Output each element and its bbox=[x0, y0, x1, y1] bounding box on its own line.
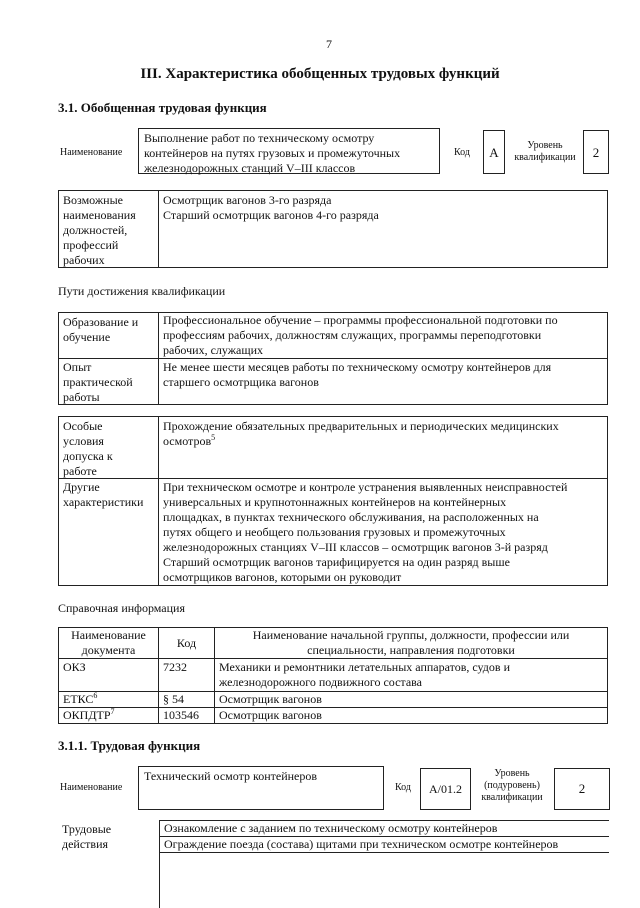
positions-label: Возможные наименования должностей, профессий рабочих bbox=[63, 193, 136, 267]
special-conditions-label: Особые условия допуска к работе bbox=[63, 419, 113, 478]
action-item: Ограждение поезда (состава) щитами при техническом осмотре контейнеров bbox=[164, 837, 559, 851]
tf-level-label: Уровень (подуровень) квалификации bbox=[481, 768, 543, 803]
other-characteristics-value: При техническом осмотре и контроле устранения выявленных неисправностей универсальных и крупнотоннажных контейнеров на контейнерных площадках, в пунктах технического обслуживания, на расположенных на путях общего и необщего пользования грузовых и промежуточных железнодорожных станциях V–III классов – осмотрщик вагонов 3-й разряд Старший осмотрщик вагонов тарифицируется на один разряд выше осмотрщиков вагонов, которыми он руководит bbox=[163, 480, 568, 584]
gtf-heading: 3.1. Обобщенная трудовая функция bbox=[58, 100, 267, 115]
positions-table bbox=[58, 190, 608, 268]
position-item: Осмотрщик вагонов 3-го разряда bbox=[163, 193, 332, 207]
tf-code-box bbox=[420, 768, 471, 810]
section-title: III. Характеристика обобщенных трудовых функций bbox=[140, 66, 500, 82]
gtf-code-label: Код bbox=[454, 147, 470, 158]
gtf-name-line: железнодорожных станций V–III классов bbox=[144, 161, 356, 175]
gtf-name-label: Наименование bbox=[60, 147, 123, 158]
page-number: 7 bbox=[326, 37, 332, 51]
footnote-ref: 5 bbox=[211, 433, 216, 442]
tf-name-label: Наименование bbox=[60, 782, 123, 793]
ref-row-doc: ОКПДТР$^7$ bbox=[63, 708, 115, 722]
reference-heading: Справочная информация bbox=[58, 601, 185, 615]
special-conditions-value: Прохождение обязательных предварительных и периодических медицинских осмотров$^5$ bbox=[163, 419, 559, 448]
experience-label: Опыт практической работы bbox=[63, 360, 133, 404]
ref-col-document: Наименование документа bbox=[71, 628, 146, 657]
conditions-table bbox=[58, 416, 608, 586]
gtf-code-value: А bbox=[489, 145, 499, 160]
ref-col-code: Код bbox=[176, 636, 197, 650]
tf-name-box bbox=[138, 766, 384, 810]
ref-row-code: 7232 bbox=[163, 660, 187, 674]
ref-row-code: § 54 bbox=[163, 692, 184, 706]
tf-level-value: 2 bbox=[578, 781, 586, 796]
position-item: Старший осмотрщик вагонов 4-го разряда bbox=[163, 208, 379, 222]
gtf-level-value: 2 bbox=[592, 145, 600, 160]
ref-row-name: Осмотрщик вагонов bbox=[219, 692, 322, 706]
tf-code-value: А/01.2 bbox=[429, 782, 462, 796]
ref-row-name: Осмотрщик вагонов bbox=[219, 708, 322, 722]
gtf-name-box bbox=[138, 128, 440, 174]
actions-label: Трудовые действия bbox=[62, 822, 112, 851]
qual-paths-table bbox=[58, 312, 608, 405]
gtf-level-box bbox=[583, 130, 609, 174]
gtf-name-line: контейнеров на путях грузовых и промежуточных bbox=[144, 146, 401, 160]
ref-row-doc: ЕТКС$^6$ bbox=[63, 692, 98, 706]
reference-table bbox=[58, 627, 608, 724]
ref-row-name: Механики и ремонтники летательных аппаратов, судов и железнодорожного подвижного состава bbox=[219, 660, 510, 689]
ref-col-name: Наименование начальной группы, должности, профессии или специальности, направления подготовки bbox=[252, 628, 570, 657]
education-label: Образование и обучение bbox=[63, 315, 139, 344]
tf-level-box bbox=[554, 768, 610, 810]
tf-heading: 3.1.1. Трудовая функция bbox=[58, 738, 201, 753]
action-item: Ознакомление с заданием по техническому осмотру контейнеров bbox=[164, 821, 498, 835]
ref-row-code: 103546 bbox=[163, 708, 199, 722]
tf-code-label: Код bbox=[395, 782, 411, 793]
experience-value: Не менее шести месяцев работы по техническому осмотру контейнеров для старшего осмотрщика вагонов bbox=[163, 360, 552, 389]
other-characteristics-label: Другие характеристики bbox=[63, 480, 144, 509]
gtf-name-line: Выполнение работ по техническому осмотру bbox=[144, 131, 375, 145]
qual-paths-heading: Пути достижения квалификации bbox=[58, 284, 226, 298]
ref-row-doc: ОКЗ bbox=[63, 660, 86, 674]
gtf-level-label: Уровень квалификации bbox=[514, 140, 576, 163]
gtf-code-box bbox=[483, 130, 505, 174]
tf-name-value: Технический осмотр контейнеров bbox=[144, 769, 318, 783]
education-value: Профессиональное обучение – программы профессиональной подготовки по профессиям рабочих, должностям служащих, программы переподготовки рабочих, служащих bbox=[163, 313, 558, 357]
